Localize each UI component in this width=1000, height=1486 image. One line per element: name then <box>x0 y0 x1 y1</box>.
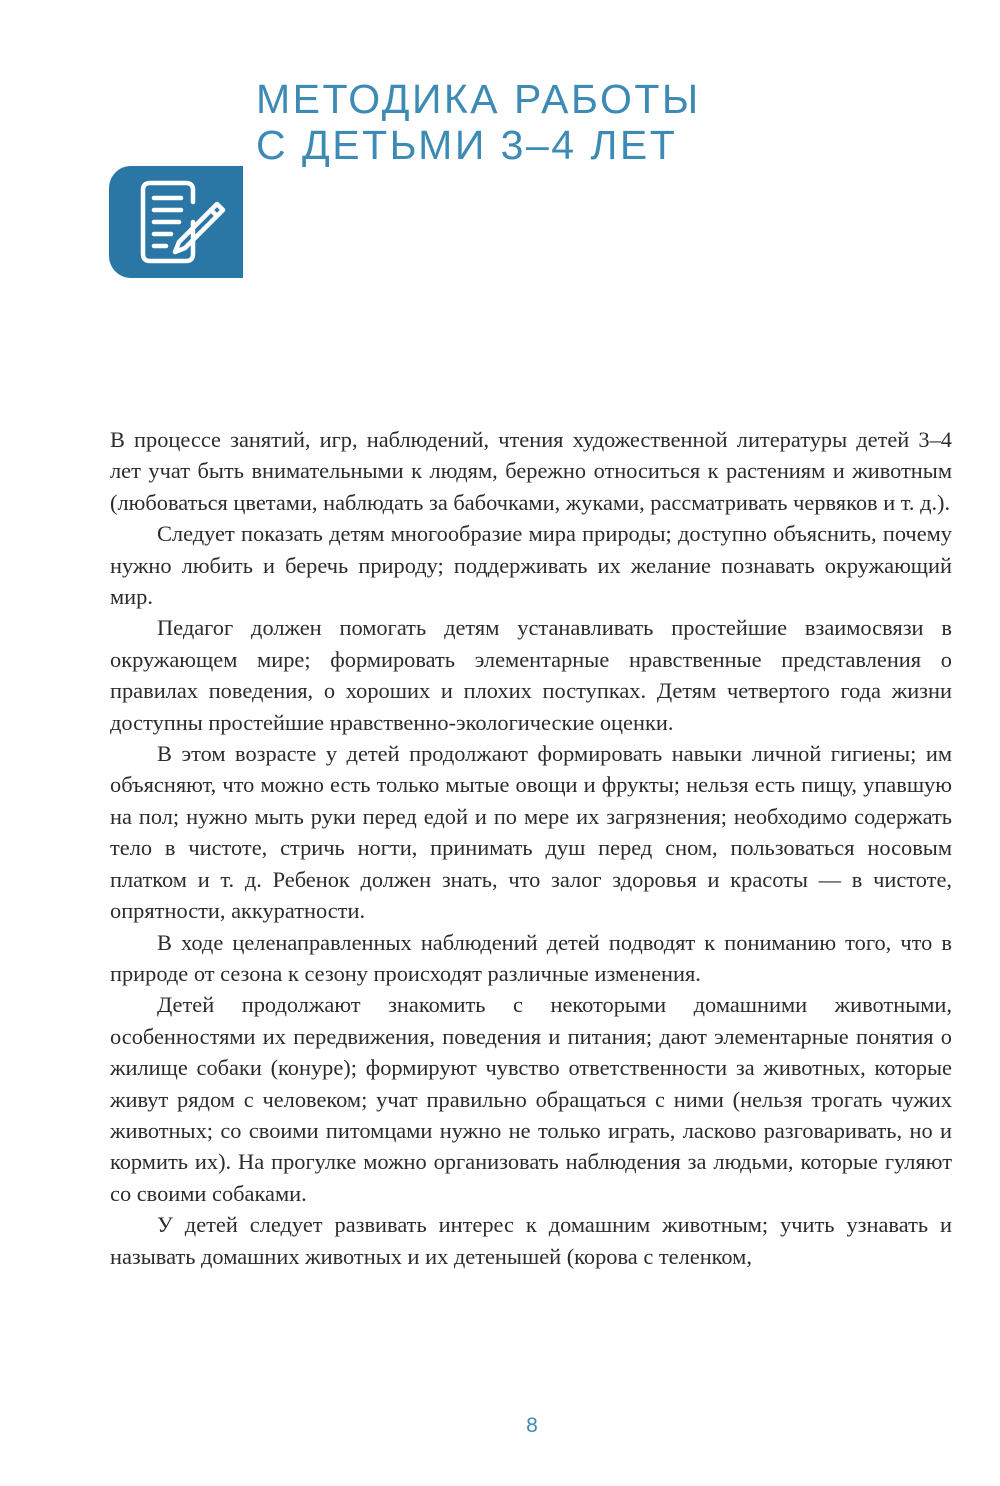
title-line-2: С ДЕТЬМИ 3–4 ЛЕТ <box>256 122 678 168</box>
document-edit-icon <box>109 166 243 278</box>
paragraph: Следует показать детям многообразие мира природы; доступно объяснить, почему нужно любить и беречь природу; поддерживать их желание познавать окружающий мир. <box>110 521 952 610</box>
paragraph: Детей продолжают знакомить с некоторыми домашними животными, особенностями их передвижения, поведения и питания; дают элементарные понятия о жилище собаки (конуре); формируют чувство ответственности за животных, которые живут рядом с человеком; учат правильно обращаться с ними (нельзя трогать чужих животных; со своими питомцами нужно не только играть, ласково разговаривать, но и кормить их). На прогулке можно организовать наблюдения за людьми, которые гуляют со своими собаками. <box>110 992 952 1206</box>
section-icon-badge <box>109 166 243 278</box>
paragraph: У детей следует развивать интерес к домашним животным; учить узнавать и называть домашних животных и их детенышей (корова с теленком, <box>110 1212 952 1269</box>
paragraph: В процессе занятий, игр, наблюдений, чтения художественной литературы детей 3–4 лет учат быть внимательными к людям, бережно относиться к растениям и животным (любоваться цветами, наблюдать за бабочками, жуками, рассматривать червяков и т. д.). <box>110 427 952 515</box>
paragraph: Педагог должен помогать детям устанавливать простейшие взаимосвязи в окружающем мире; формировать элементарные нравственные представления о правилах поведения, о хороших и плохих поступках. Детям четвертого года жизни доступны простейшие нравственно-экологические оценки. <box>110 615 952 735</box>
title-line-1: МЕТОДИКА РАБОТЫ <box>256 76 701 122</box>
page-title <box>256 76 701 168</box>
body-text <box>110 424 952 1272</box>
paragraph: В этом возрасте у детей продолжают формировать навыки личной гигиены; им объясняют, что можно есть только мытые овощи и фрукты; нельзя есть пищу, упавшую на пол; нужно мыть руки перед едой и по мере их загрязнения; необходимо содержать тело в чистоте, стричь ногти, принимать душ перед сном, пользоваться носовым платком и т. д. Ребенок должен знать, что залог здоровья и красоты — в чистоте, опрятности, аккуратности. <box>110 741 952 924</box>
paragraph: В ходе целенаправленных наблюдений детей подводят к пониманию того, что в природе от сезона к сезону происходят различные изменения. <box>110 929 952 986</box>
page-number: 8 <box>526 1414 538 1437</box>
